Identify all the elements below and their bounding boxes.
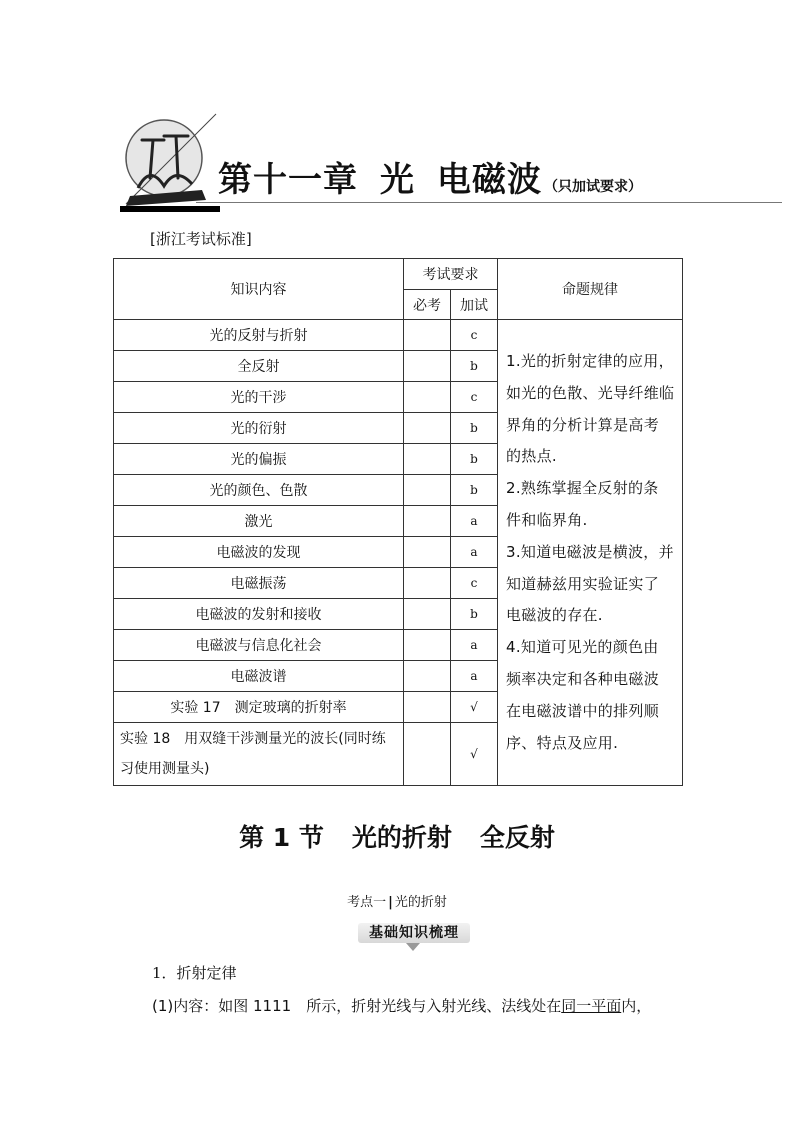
standard-label: [浙江考试标准] <box>150 230 252 248</box>
row-content: 实验 18 用双缝干涉测量光的波长(同时练习使用测量头) <box>114 723 404 786</box>
row-content: 全反射 <box>114 351 404 382</box>
basic-knowledge-banner <box>352 920 476 954</box>
pattern-line: 界角的分析计算是高考 <box>506 415 660 434</box>
row-content: 电磁波与信息化社会 <box>114 630 404 661</box>
section-title-b: 全反射 <box>479 823 555 852</box>
row-extra: b <box>451 475 498 506</box>
pattern-line: 件和临界角. <box>506 510 588 529</box>
row-required <box>404 537 451 568</box>
row-required <box>404 382 451 413</box>
topic-prefix: 考点一 <box>347 895 387 910</box>
row-required <box>404 630 451 661</box>
row-extra: b <box>451 444 498 475</box>
pattern-line: 3.知道电磁波是横波，并 <box>506 542 674 561</box>
row-required <box>404 413 451 444</box>
row-extra: b <box>451 413 498 444</box>
section-number: 第 1 节 <box>239 823 324 852</box>
pattern-line: 在电磁波谱中的排列顺 <box>506 701 660 720</box>
section-title <box>0 818 794 854</box>
down-triangle-icon <box>406 943 420 951</box>
pattern-line: 的热点. <box>506 447 557 466</box>
row-content: 光的干涉 <box>114 382 404 413</box>
chapter-title <box>218 152 642 201</box>
row-content: 光的反射与折射 <box>114 320 404 351</box>
table-row <box>114 320 683 351</box>
header-requirement: 考试要求 <box>404 259 498 290</box>
row-content: 光的衍射 <box>114 413 404 444</box>
exam-standard-table <box>113 258 683 786</box>
row-content: 实验 17 测定玻璃的折射率 <box>114 692 404 723</box>
chapter-divider <box>196 202 782 203</box>
pattern-line: 电磁波的存在. <box>506 606 603 625</box>
row-extra: c <box>451 382 498 413</box>
row-required <box>404 351 451 382</box>
paragraph-suffix: 内， <box>621 997 652 1015</box>
row-required <box>404 692 451 723</box>
row-required <box>404 444 451 475</box>
row-required <box>404 599 451 630</box>
row-required <box>404 661 451 692</box>
paragraph-prefix: (1)内容：如图 1111 所示，折射光线与入射光线、法线处在 <box>152 997 562 1015</box>
row-extra: a <box>451 506 498 537</box>
row-extra-check: √ <box>451 723 498 786</box>
row-extra: a <box>451 661 498 692</box>
section-title-a: 光的折射 <box>351 823 452 852</box>
topic-heading <box>0 891 794 910</box>
pattern-line: 序、特点及应用. <box>506 733 619 752</box>
paragraph-number: 1． <box>152 964 177 982</box>
row-extra: b <box>451 351 498 382</box>
row-content: 电磁波的发射和接收 <box>114 599 404 630</box>
chapter-title-main: 第十一章 <box>218 160 358 200</box>
paragraph-underline: 同一平面 <box>561 997 622 1015</box>
row-content: 电磁波谱 <box>114 661 404 692</box>
row-required <box>404 506 451 537</box>
chapter-note: （只加试要求） <box>544 179 642 195</box>
row-required <box>404 723 451 786</box>
header-required: 必考 <box>404 290 451 320</box>
basic-knowledge-label: 基础知识梳理 <box>358 923 470 943</box>
pattern-cell <box>498 320 683 786</box>
pattern-line: 2.熟练掌握全反射的条 <box>506 479 659 498</box>
chapter-emblem-icon <box>120 108 220 212</box>
chapter-title-part2: 电磁波 <box>437 160 542 200</box>
pattern-line: 1.光的折射定律的应用， <box>506 352 674 370</box>
row-required <box>404 320 451 351</box>
header-content: 知识内容 <box>114 259 404 320</box>
header-extra: 加试 <box>451 290 498 320</box>
row-content: 光的偏振 <box>114 444 404 475</box>
row-content: 电磁振荡 <box>114 568 404 599</box>
chapter-title-part1: 光 <box>380 160 415 200</box>
row-extra: b <box>451 599 498 630</box>
row-extra-check: √ <box>451 692 498 723</box>
paragraph-body <box>152 995 651 1016</box>
row-content: 电磁波的发现 <box>114 537 404 568</box>
pattern-line: 4.知道可见光的颜色由 <box>506 638 659 657</box>
row-extra: c <box>451 320 498 351</box>
row-content: 光的颜色、色散 <box>114 475 404 506</box>
header-pattern: 命题规律 <box>498 259 683 320</box>
pattern-line: 如光的色散、光导纤维临 <box>506 383 675 402</box>
topic-name: 光的折射 <box>394 895 447 910</box>
pattern-line: 知道赫兹用实验证实了 <box>506 574 660 593</box>
topic-separator: | <box>388 895 393 910</box>
paragraph-heading <box>152 962 237 983</box>
row-required <box>404 475 451 506</box>
row-extra: a <box>451 630 498 661</box>
paragraph-heading-text: 折射定律 <box>176 964 237 982</box>
pattern-line: 频率决定和各种电磁波 <box>506 669 660 688</box>
row-required <box>404 568 451 599</box>
row-content: 激光 <box>114 506 404 537</box>
row-extra: a <box>451 537 498 568</box>
row-extra: c <box>451 568 498 599</box>
